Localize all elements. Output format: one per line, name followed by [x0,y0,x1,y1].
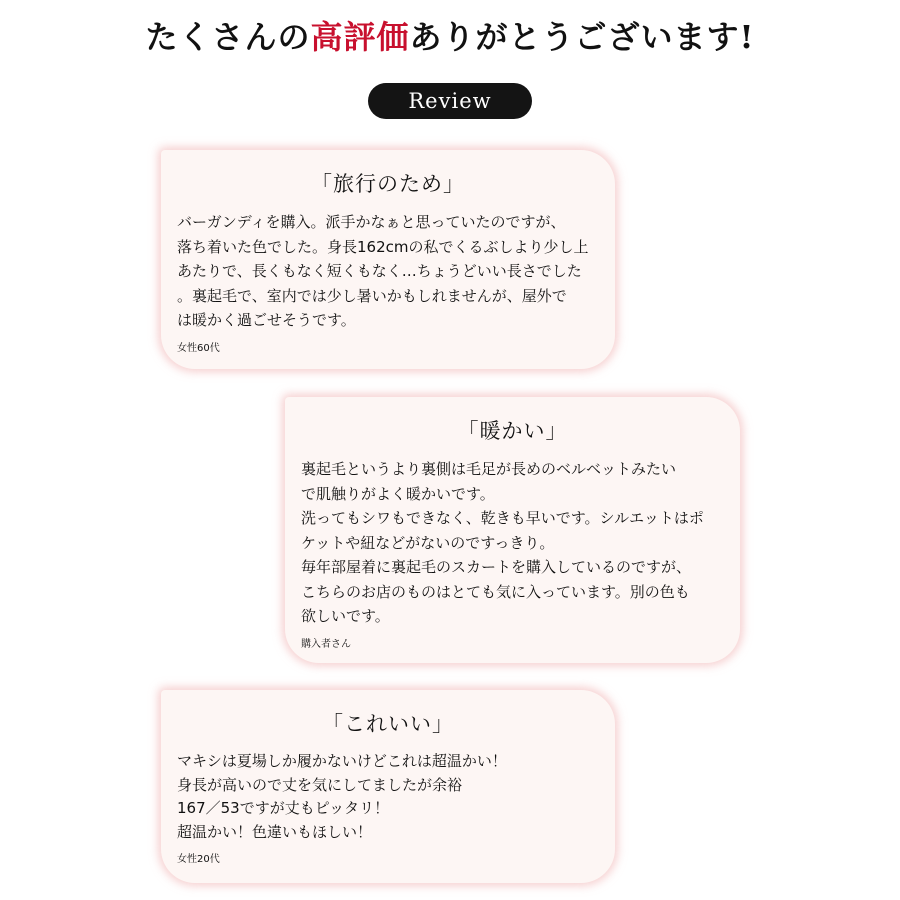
review-line: 洗ってもシワもできなく、乾きも早いです。シルエットはポ [301,509,704,527]
review-card [161,690,615,883]
review-line: ケットや紐などがないのですっきり。 [301,533,555,552]
review-body [177,750,599,844]
review-line: 身長が高いので丈を気にしてましたが余裕 [177,775,463,794]
review-body [177,210,599,333]
headline-prefix: たくさんの [145,18,311,56]
review-author: 購入者さん [301,638,351,650]
review-title: 「暖かい」 [457,419,568,443]
review-author: 女性60代 [177,342,220,354]
review-body [301,457,724,629]
page-headline [0,12,900,58]
review-line: 欲しいです。 [301,607,390,625]
headline-accent: 高評価 [310,18,410,56]
review-card [285,397,740,663]
review-title: 「旅行のため」 [311,172,465,196]
review-title: 「これいい」 [322,712,454,736]
review-line: 裏起毛というより裏側は毛足が長めのベルベットみたい [301,460,677,478]
review-line: あたりで、長くもなく短くもなく…ちょうどいい長さでした [177,262,582,280]
review-line: で肌触りがよく暖かいです。 [301,484,495,503]
review-line: こちらのお店のものはとても気に入っています。別の色も [301,582,690,601]
headline-suffix: ありがとうございます! [409,18,755,56]
review-line: バーガンディを購入。派手かなぁと思っていたのですが、 [177,213,566,231]
review-card [161,150,615,369]
review-line: 167／53ですが丈もピッタリ！ [177,799,390,817]
review-line: は暖かく過ごせそうです。 [177,311,356,329]
review-line: 超温かい！色違いもほしい！ [177,822,373,841]
review-section-label: Review [368,83,532,119]
review-author: 女性20代 [177,854,220,865]
review-line: 毎年部屋着に裏起毛のスカートを購入しているのですが、 [301,558,692,576]
review-line: 。裏起毛で、室内では少し暑いかもしれませんが、屋外で [177,286,567,305]
review-line: マキシは夏場しか履かないけどこれは超温かい！ [177,752,507,770]
review-line: 落ち着いた色でした。身長162cmの私でくるぶしより少し上 [177,237,589,256]
